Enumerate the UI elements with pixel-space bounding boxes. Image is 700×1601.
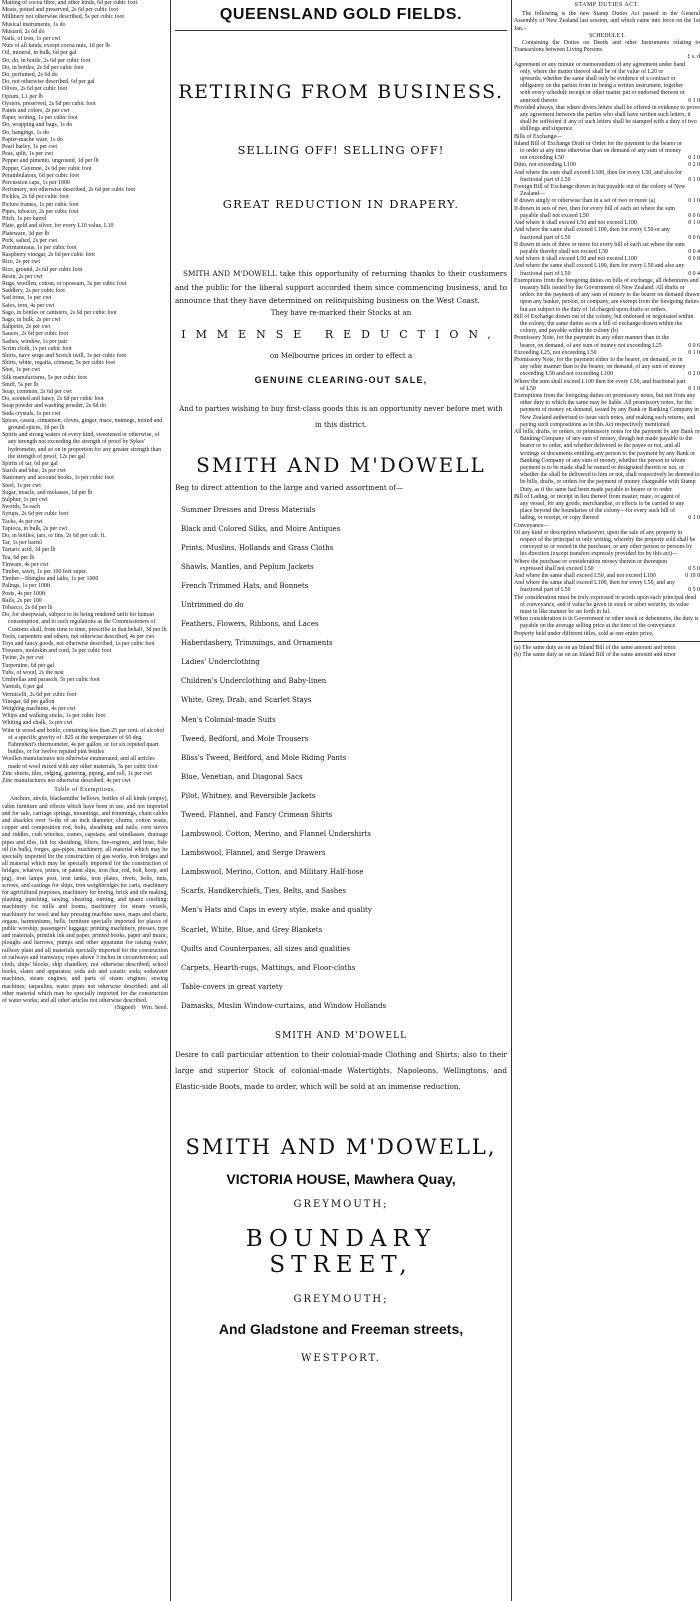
town-greymouth-2: GREYMOUTH; <box>293 1294 389 1306</box>
duty-text: And where it shall exceed L50 and not exceed L100 <box>514 256 637 263</box>
goods-item: Black and Colored Silks, and Moire Antiques <box>181 524 341 533</box>
duty-text: The consideration must be truly expressed in words upon each principal deed of conveyance, and if value be given in stock or other security, its value must in like manner be set forth in ful. <box>514 594 697 616</box>
firm-name: SMITH AND M'DOWELL <box>196 452 486 477</box>
duty-entry <box>514 62 700 105</box>
goods-item: Summer Dresses and Dress Materials <box>181 505 316 514</box>
tariff-item: Sad irons, 1s per cwt <box>2 295 52 302</box>
tariff-item: Saddlery, 2s per cubic foot <box>2 288 65 295</box>
tariff-item: Tar, 1s per barrel <box>2 540 42 547</box>
signature <box>2 1005 168 1012</box>
duty-text: And where the same shall exceed L100, then for every L50 and also any fractional part of L50 <box>514 263 685 277</box>
firm-name-large: SMITH AND M'DOWELL, <box>185 1135 497 1160</box>
goods-item: Lambswool, Merino, Cotton, and Military Half-hose <box>181 868 364 877</box>
tariff-item: Sago, in bulk, 2s per cwt <box>2 316 61 323</box>
tariff-item: Millinery not otherwise described, 5s per cubic foot <box>2 14 125 21</box>
tariff-item: Soap powder and washing powder, 2s 6d do <box>2 403 106 410</box>
duty-entry <box>514 314 700 336</box>
goods-item: Ladies' Underclothing <box>181 658 260 667</box>
tariff-item: Varnish, 6 per gal <box>2 684 44 691</box>
goods-item: Men's Hats and Caps in every style, make and quality <box>181 906 372 915</box>
tariff-item: Pepper, Cayenne, 2s 6d per cubic foot <box>2 165 92 172</box>
duty-entry <box>514 141 700 163</box>
tariff-list <box>2 0 168 785</box>
duty-text: Property held under different titles, sold at one entire price, <box>514 630 654 637</box>
tariff-item: Rugs, woollen, cotton, or opossum, 3s per cubic foot <box>2 280 127 287</box>
tariff-item: Tinware, 4s per cwt <box>2 561 49 568</box>
tariff-item: Olives, 2s 6d per cubic foot <box>2 86 68 93</box>
tariff-item: Spirits and strong waters of every kind, sweetened or otherwise, of any strength not exceeding the strength of proof by Sykes' hydrometer, and so on in proportion for any greater strength than the strength of proof, 12s per gal <box>2 432 162 460</box>
tariff-item: Paints and colors, 2s per cwt <box>2 108 70 115</box>
duty-list <box>514 62 700 638</box>
goods-item: Children's Underclothing and Baby-linen <box>181 677 327 686</box>
duty-amount: 0 0 6 <box>688 212 700 219</box>
tariff-item: Do, not otherwise described, 6d per gal <box>2 79 95 86</box>
duty-amount: 0 1 0 <box>688 97 700 104</box>
tariff-item: Do, in bottles, jars, or tins, 2s 6d per cub. ft. <box>2 533 106 540</box>
tariff-item: Rails, 2s per 100 <box>2 597 42 604</box>
duty-text: If drawn singly or otherwise than in a set of two or more (a) <box>514 198 656 205</box>
tariff-item: Paper, writing, 1s per cubic foot <box>2 115 78 122</box>
duty-entry <box>514 393 700 429</box>
tariff-item: Perambulators, 6d per cubic foot <box>2 172 80 179</box>
colonial-paragraph: Desire to call particular attention to their colonial-made Clothing and Shirts; also to their large and superior Stock of colonial-made Watertights, Napoleons, Wellingtons, and Elastic-side Boots, made to order, which will be sold at an immense reduction. <box>175 1050 507 1092</box>
goods-item: Tweed, Flannel, and Fancy Crimean Shirts <box>181 811 333 819</box>
tariff-item: Soap, common, 2s 6d per cwt <box>2 388 72 395</box>
tariff-item: Syrups, 2s 6d per cubic foot <box>2 511 69 518</box>
duty-entry <box>514 184 700 198</box>
tariff-item: Sugar, treacle, and molasses, 1d per lb <box>2 489 93 496</box>
duty-text: Exceeding L25, not exceeding L50 <box>514 349 597 356</box>
goods-item: Men's Colonial-made Suits <box>181 715 276 724</box>
duty-amount: 0 0 8 <box>688 256 700 263</box>
immense-reduction: IMMENSE REDUCTION, <box>181 327 501 341</box>
duty-entry <box>514 206 700 220</box>
tariff-item: Do, scented and fancy, 2s 6d per cubic foot <box>2 396 104 403</box>
tariff-item: Peas, split, 1s per cwt <box>2 151 54 158</box>
duty-amount: 0 5 0 <box>688 565 700 572</box>
tariff-item: Scrim cloth, 1s per cubic foot <box>2 345 72 352</box>
duty-amount: 0 2 0 <box>688 371 700 378</box>
tariff-item: Timber—Shingles and laths, 1s per 1000 <box>2 576 99 583</box>
clearing-out-sale: GENUINE CLEARING-OUT SALE, <box>254 374 428 385</box>
tariff-item: Weighing machines, 4s per cwt <box>2 705 76 712</box>
tariff-item: Soda crystals, 1s per cwt <box>2 410 61 417</box>
tariff-item: Portmanteaus, 1s per cubic foot <box>2 244 77 251</box>
tariff-item: Pork, salted, 2s per cwt <box>2 237 57 244</box>
duty-amount: 0 2 0 <box>688 162 700 169</box>
tariff-column <box>2 0 168 1601</box>
opportunity-line: And to parties wishing to buy first-class goods this is an opportunity never before met with in this district. <box>179 404 503 429</box>
goods-item: French Trimmed Hats, and Bonnets <box>181 581 309 590</box>
tariff-item: Twine, 2s per cwt <box>2 655 44 662</box>
tariff-item: Do, in bottles, 2s 6d per cubic foot <box>2 64 84 71</box>
tariff-item: Umbrellas and parasols, 5s per cubic foot <box>2 677 100 684</box>
tariff-item: Saltpetre, 2s per cwt <box>2 324 51 331</box>
duty-entry <box>514 278 700 314</box>
tariff-item: Sago, in bottles or canisters, 2s 6d per cubic foot <box>2 309 117 316</box>
duty-amount: 0 1 0 <box>688 155 700 162</box>
tariff-item: Rice, 2s per cwt <box>2 259 40 266</box>
duty-amount: 0 0 4 <box>688 248 700 255</box>
duty-text: Where the sum shall exceed L100 then for every L50, and fractional part of L50 <box>514 378 686 392</box>
tariff-item: Sauces, 2s 6d per cubic foot <box>2 331 69 338</box>
goods-list <box>175 506 507 1022</box>
town-westport: WESTPORT. <box>301 1353 381 1365</box>
footnote-b: (b) The same duty as on an Inland Bill of the same amount and tenor <box>514 652 676 659</box>
schedule-heading: SCHEDULE I. <box>589 32 625 39</box>
tariff-item: Rice, ground, 2s 6d per cubic foot <box>2 266 83 273</box>
signature-label: (Signed) <box>114 1005 136 1012</box>
victoria-house-address: VICTORIA HOUSE, Mawhera Quay, <box>226 1171 456 1188</box>
duty-entry <box>514 379 700 393</box>
goods-item: Scarfs, Handkerchiefs, Ties, Belts, and Sashes <box>181 887 346 896</box>
tariff-item: Stationery and account books, 1s per cubic foot <box>2 475 114 482</box>
stamp-duties-intro: The following is the new Stamp Duties Act passed in the General Assembly of New Zealand last session, and which came into force on the 1st Jan.:- <box>514 11 700 32</box>
duty-entry <box>514 134 700 141</box>
tariff-item: Spices, cassia, cinnamon, cloves, ginger, mace, nutmegs, mixed and ground spices, 3d per lb <box>2 417 163 431</box>
footnote-a: (a) The same duty as on an Inland Bill of the same amount and tenor. <box>514 644 677 651</box>
duty-text: Bill of Lading, or receipt in lieu thereof from master, mate, or agent of any vessel, for any goods, merchandise, or effects to be carried to any place beyond the boundaries of the colony—for every such bill of lading, or receipt, or copy thereof <box>514 493 685 522</box>
duty-entry <box>514 429 700 494</box>
duty-text: Of any kind or description whatsoever, upon the sale of any property in respect of the principal or only writing, whereby the property sold shall be conveyed to or vested in the purchaser, or any other person or persons by his direction (except transfers expressly provided for by this act)— <box>514 529 696 558</box>
tariff-item: Woollen manufactures not otherwise enumerated, and all articles made of wool mixed with any other materials, 5s per cubic foot <box>2 756 158 770</box>
currency-header: £ s. d <box>687 54 700 61</box>
goods-item: Lambswool, Flannel, and Serge Drawers <box>181 849 326 858</box>
goods-item: White, Grey, Drab, and Scarlet Stays <box>181 696 312 705</box>
tariff-item: Steel, 1s per cwt <box>2 482 41 489</box>
duty-entry <box>514 616 700 630</box>
tariff-item: Zinc manufactures not otherwise described, 4s per cwt <box>2 777 131 784</box>
tariff-item: Vermicelli, 2s 6d per cubic foot <box>2 691 77 698</box>
firm-name-small: SMITH AND M'DOWELL <box>274 1031 408 1042</box>
duty-amount: 0 1 0 <box>688 515 700 522</box>
duty-amount: 0 1 0 <box>688 220 700 227</box>
remarked-line: They have re-marked their Stocks at an <box>270 308 412 317</box>
headline: RETIRING FROM BUSINESS. <box>178 81 504 103</box>
tariff-item: Tea, 6d per lb <box>2 554 35 561</box>
duty-text: Where the purchase or consideration money therein or thereupon expressed shall not exceed L50 <box>514 558 668 572</box>
duty-text: Provided always, that where divers letters shall be offered in evidence to prove any agreement between the parties who shall have written such letters, it shall be sufficient if any of such letters shall be stamped with a duty of two shillings and sixpence. <box>514 104 700 133</box>
schedule-description: Containing the Duties on Deeds and other Instruments relating to Transactions between Living Persons. <box>514 40 700 54</box>
tariff-item: Percussion caps, 1s per 1000 <box>2 180 70 187</box>
goods-item: Scarlet, White, Blue, and Grey Blankets <box>181 925 323 934</box>
goods-item: Tweed, Bedford, and Mole Trousers <box>181 734 309 743</box>
duty-entry <box>514 595 700 617</box>
goods-item: Feathers, Flowers, Ribbons, and Laces <box>181 620 319 629</box>
signature-name: Wm. Seed. <box>141 1005 168 1012</box>
duty-amount: 0 5 0 <box>688 587 700 594</box>
melbourne-line: on Melbourne prices in order to effect a <box>269 351 413 360</box>
tariff-item: Pitch, 1s per barrel <box>2 216 47 223</box>
duty-entry <box>514 350 700 357</box>
duty-entry <box>514 162 700 169</box>
duty-text: Agreement or any minute or memorandum of any agreement under hand only, where the matter thereof shall be of the value of L20 or upwards; whether the same shall only be evidence of a contract or obligatory on the parties from its being a written instrument, together with every schedule receipt or other matter put or endorsed thereon or annexed thereto <box>514 61 686 104</box>
tariff-item: Shot, 1s per cwt <box>2 367 40 374</box>
tariff-item: Perfumery, not otherwise described, 2s 6d per cubic foot <box>2 187 136 194</box>
duty-text: All bills, drafts, or orders, or promissory notes for the payment by any Bank or Banking Company of any sum of money, though not made payable to the bearer or to order, and whether delivered to the payee or not, and all writings or documents entitling any person to the payment by any Bank or Banking Company of any sum of money, whether the person to whom payment is to be made shall be named or designated therein or not, or whether the shall be delivered to him or not, shall respectively be deemed to be bills, drafts, or orders for the payment of money chargeable with Stamp Duty, as if the same had been made payable to bearer or to order. <box>514 428 700 493</box>
duty-entry <box>514 227 700 241</box>
tariff-item: Pearl barley, 1s per cwt <box>2 144 58 151</box>
duty-text: And where it shall exceed L50 and not exceed L100 <box>514 220 637 227</box>
exemptions-title: Table of Exemptions. <box>54 787 116 794</box>
tariff-item: Posts, 4s per 100ft <box>2 590 46 597</box>
tariff-item: Oil, mineral, in bulk, 6d per gal <box>2 50 77 57</box>
divider <box>175 30 507 31</box>
tariff-item: Trousers, moleskin and cord, 3s per cubic foot <box>2 648 112 655</box>
tariff-item: Nuts of all kinds, except cocoa nuts, 1d per lb <box>2 43 110 50</box>
duty-amount: 0 1 0 <box>688 198 700 205</box>
tariff-item: Shirts, white, regatta, crimean, 5s per cubic foot <box>2 360 116 367</box>
goods-item: Damasks, Muslin Window-curtains, and Window Hollands <box>181 1001 387 1010</box>
duty-text: And where the same shall exceed L100, then for every L50, and any fractional part of L50 <box>514 580 675 594</box>
stamp-duties-column <box>514 0 700 1601</box>
duty-text: Ditto, not exceeding L100 <box>514 162 576 169</box>
masthead: QUEENSLAND GOLD FIELDS. <box>219 6 463 23</box>
tariff-item: Pickles, 2s 6d per cubic foot <box>2 194 69 201</box>
duty-text: If drawn in sets of three or more for every bill of each set where the sum payable thereby shall not exceed L50 <box>514 241 685 255</box>
tariff-item: Do, perfumed, 2s 6d do <box>2 72 58 79</box>
footnote-divider <box>514 641 700 642</box>
gladstone-address: And Gladstone and Freeman streets, <box>218 1321 464 1338</box>
tariff-item: Musical instruments, 1s do <box>2 21 66 28</box>
goods-item: Blue, Venetian, and Diagonal Sacs <box>181 772 303 781</box>
tariff-item: Do, do, in bottle, 2s 6d per cubic foot <box>2 57 91 64</box>
duty-text: And where the sum shall exceed L100, then for every L50, and also for fractional part of L50 <box>514 169 682 183</box>
tariff-item: Tacks, 4s per cwt <box>2 518 43 525</box>
duty-amount: 0 1 0 <box>688 349 700 356</box>
tariff-item: Toys and fancy goods, not otherwise described, 1s per cubic foot <box>2 641 155 648</box>
tariff-item: Mustard, 2s 6d do <box>2 28 45 35</box>
tariff-item: Starch and blue, 2s per cwt <box>2 468 66 475</box>
goods-item: Pilot, Whitney, and Reversible Jackets <box>181 791 316 800</box>
goods-item: Haberdashery, Trimmings, and Ornaments <box>181 639 333 648</box>
duty-text: Bills of Exchange— <box>514 133 563 140</box>
tariff-item: Whiting and chalk, 1s per cwt <box>2 720 73 727</box>
goods-item: Prints, Muslins, Hollands and Grass Cloths <box>181 543 334 552</box>
duty-entry <box>514 523 700 530</box>
duty-text: When consideration is in Government or other stock or debentures, the duty is payable on the average selling price at the time of the conveyance. <box>514 616 699 630</box>
tariff-item: Raspberry vinegar, 2s 6d per cubic foot <box>2 252 95 259</box>
tariff-item: Wine in wood and bottle, containing less than 25 per cent. of alcohol of a specific gravity of ·825 at the temperature of 60 deg. Fahrenheit's thermometer, 4s per gallon, or for six reputed quart bottles, or for twelve reputed pint bottles <box>2 727 165 756</box>
tariff-item: Pepper and pimento, unground, 1d per lb <box>2 158 99 165</box>
tariff-item: Do, hangings, 1s do <box>2 129 49 136</box>
duty-text: Exemptions from the foregoing duties on promissory notes, but not from any other duty to which the same may be liable. All promissory notes, for the payment of money on demand, issued by any Bank or Banking Company in New Zealand authorised to issue such notes, and making such returns, and paying such compositions as in this Act respectively mentioned. <box>514 392 699 428</box>
selling-off: SELLING OFF! SELLING OFF! <box>237 143 445 157</box>
tariff-item: Papier-mache ware, 1s do <box>2 136 63 143</box>
stamp-duties-title: STAMP DUTIES ACT. <box>574 2 640 8</box>
duty-amount: 0 10 0 <box>685 573 700 580</box>
tariff-item: Sashes, window, 1s per pair <box>2 338 68 345</box>
duty-entry <box>514 559 700 573</box>
duty-text: Promissory Note, for the payment in any other manner than to the bearer, on demand, of any sum of money not exceeding L25 <box>514 335 670 349</box>
tariff-item: Timber, sawn, 1s per 100 feet super. <box>2 569 88 576</box>
tariff-item: Turpentine, 6d per gal <box>2 662 55 669</box>
tariff-item: Shirts, navy serge and Scotch twill, 3s per cubic foot <box>2 352 127 359</box>
tariff-item: Swords, 5s each <box>2 504 41 511</box>
duty-entry <box>514 494 700 523</box>
tariff-item: Do, for sheepwash, subject to its being rendered unfit for human consumption, and to such regulations as the Commissioners of Customs shall, from time to time, prescribe in that behalf, 3d per lb <box>2 612 167 633</box>
tariff-item: Plate, gold and silver, for every L10 value, L10 <box>2 223 114 230</box>
exemptions-text: Anchors, anvils, blacksmiths' bellows, bottles of all kinds (empty), cabin furniture and effects which have been in use, and not imported and for sale, carriage springs, mountings, and trimmings, chain cables and shackles over ⅜-ths of an inch diameter, churns, cotton waste, copper and composition rod, bolts, sheathing and nails, corn sieves and riddles, crab winches, cranes, capstans, and windlasses, drainage pipes and tiles, felt for sheathing, filters, fire-engines, and hose, fish-oil (in bulk), forges, gas-pipes, machinery, all material which may be specially imported for the construction of gas works, iron bridges and all material which may be specially imported for the construction of bridges, wharves, jetties, or patent slips, iron (bar, rod, bolt, hoop, and pig), iron lamps post, iron tanks, iron plates, rivets, bolts, nuts, screws, and castings for ships, iron weighbridges for carts, machinery for agricultural purposes, machinery for boring, brick and tile making, plaining, punching, sawing, shearing, turning, and quartz crushing; machinery for mills and looms, machinery for steam vessels, machinery for wool and hay pressing machine saws, maps and charts, organs, harmoniums, bells, furniture specially imported for places of public worship; passengers' luggage; printing machinery, presses, type and materials, printink ink and paper, printed books, paper and music, ploughs and harrows, pumps and other apparatus for raising water, railway plant and all materials specially imported for the construction of railways and tramways; ropes above 3 inches in circumference; sail cloth, ships' blocks, ship chandlery, not otherwise described; school books, slates and apparatus; soda ash and caustic soda; sodawater machines, steam engines, and parts of steam engines; sewing machines; tarpaulins, water pipes not otherwise described; and all other material which may be specially imported for the construction of water works; and all other articles not otherwise described. <box>2 796 168 1005</box>
advertisement-column <box>170 0 512 1601</box>
tariff-item: Sulphur, 1s per cwt <box>2 497 48 504</box>
tariff-item: Nails, of iron, 1s per cwt <box>2 36 61 43</box>
tariff-item: Spirits of tar, 6d per gal <box>2 461 58 467</box>
duty-entry <box>514 198 700 205</box>
tariff-item: Tartaric acid, 1d per lb <box>2 547 56 554</box>
duty-entry <box>514 580 700 594</box>
tariff-item: Resin, 2s per cwt <box>2 273 43 280</box>
duty-entry <box>514 242 700 256</box>
tariff-item: Tapioca, in bulk, 2s per cwt <box>2 525 68 532</box>
goods-item: Table-covers in great variety <box>181 982 283 991</box>
tariff-item: Safes, iron, 4s per cwt <box>2 302 55 309</box>
tariff-item: Whips and walking sticks, 1s per cubic foot <box>2 713 106 720</box>
tariff-item: Meats, potted and preserved, 2s 6d per cubic foot <box>2 7 119 14</box>
assortment-intro: Beg to direct attention to the large and varied assortment of— <box>175 482 404 492</box>
tariff-item: Do, wrapping and bags, 1s do <box>2 122 73 129</box>
goods-item: Quilts and Counterpanes, all sizes and qualities <box>181 944 351 953</box>
tariff-item: Snuff, 5s per lb <box>2 381 39 388</box>
duty-amount: 0 1 0 <box>688 176 700 183</box>
goods-item: Untrimmed do do <box>181 600 244 609</box>
duty-entry <box>514 263 700 277</box>
duty-entry <box>514 357 700 379</box>
town-greymouth-1: GREYMOUTH; <box>293 1199 389 1211</box>
tariff-item: Tobacco, 2s 6d per lb <box>2 605 53 612</box>
duty-amount: 0 1 0 <box>688 385 700 392</box>
great-reduction: GREAT REDUCTION IN DRAPERY. <box>222 197 460 211</box>
tariff-item: Tools, carpenters and others, not otherwise described, 4s per cwt <box>2 633 155 640</box>
tariff-item: Oysters, preserved, 2s 6d per cubic foot <box>2 100 96 107</box>
tariff-item: Tubs, of wood, 2s the nest <box>2 669 64 676</box>
goods-item: Bliss's Tweed, Bedford, and Mole Riding Pants <box>181 753 347 762</box>
goods-item: Carpets, Hearth-rugs, Mattings, and Floor-cloths <box>181 963 356 972</box>
tariff-item: Vinegar, 6d per gallon <box>2 698 55 705</box>
duty-text: Inland Bill of Exchange Draft or Order for the payment to the bearer or to order at any time otherwise than on demand of any sum of money not exceeding L50 <box>514 140 682 162</box>
duty-entry <box>514 170 700 184</box>
duty-entry <box>514 105 700 134</box>
duty-text: Bill of Exchange drawn out of the colony, but endorsed or negotiated within the colony, the same duties as on a bill of exchange drawn within the colony, and payable within the colony (b) <box>514 313 694 335</box>
duty-text: Foreign Bill of Exchange drawn in but payable out of the colony of New Zealand— <box>514 184 686 198</box>
duty-amount: 0 0 6 <box>688 234 700 241</box>
tariff-item: Palings, 1s per 100ft <box>2 583 51 590</box>
duty-amount: 0 0 4 <box>688 270 700 277</box>
tariff-item: Zinc sheets, tiles, ridging, guttering, piping, and roll, 1s per cwt <box>2 770 152 777</box>
boundary-street: BOUNDARY STREET, <box>245 1226 437 1279</box>
tariff-item: Pipes, tobacco, 2s per cubic foot <box>2 208 79 215</box>
tariff-item: Matting of cocoa fibre, and other kinds, 6d per cubic foot <box>2 0 138 6</box>
tariff-item: Picture frames, 1s per cubic foot <box>2 201 79 208</box>
duty-text: And where the same shall exceed L50, and not exceed L100 <box>514 573 656 580</box>
duty-text: Exemptions from the foregoing duties on bills of exchange, all debentures and treasury bills issued by the Government of New Zealand. All drafts or orders for the payment of any sum of money to the bearer on demand drawn upon any banker, person, or company, are exempt from the foregoing duties but are subject to the duty of 1d charged upon drafts or orders. <box>514 277 700 313</box>
duty-text: Conveyance— <box>514 522 550 529</box>
duty-text: Promissory Note, for the payment either to the bearer, on demand, or in any other manner than to the bearer, on demand, of any sum of money exceeding L50 and not exceeding L100 <box>514 356 686 378</box>
duty-amount: 0 0 6 <box>688 342 700 349</box>
duty-text: If drawn in sets of two, then for every bill of each set where the sum payable shall not exceed L50 <box>514 205 675 219</box>
duty-entry <box>514 530 700 559</box>
duty-entry <box>514 631 700 638</box>
duty-text: And where the same shall exceed L100, then for every L50 or any fractional part of L50 <box>514 227 670 241</box>
duty-entry <box>514 335 700 349</box>
tariff-item: Opium, L1 per lb <box>2 93 43 100</box>
announcement-paragraph: SMITH AND M'DOWELL take this opportunity of returning thanks to their customers and the public for the liberal support accorded them since commencing business, and to announce that they have determined on relinquishing business on the West Coast. <box>175 269 507 305</box>
goods-item: Lambswool, Cotton, Merino, and Flannel Undershirts <box>181 830 371 839</box>
goods-item: Shawls, Mantles, and Peplum Jackets <box>181 562 314 571</box>
tariff-item: Plateware, 3d per lb <box>2 230 50 237</box>
tariff-item: Silk manufactures, 5s per cubic foot <box>2 374 88 381</box>
